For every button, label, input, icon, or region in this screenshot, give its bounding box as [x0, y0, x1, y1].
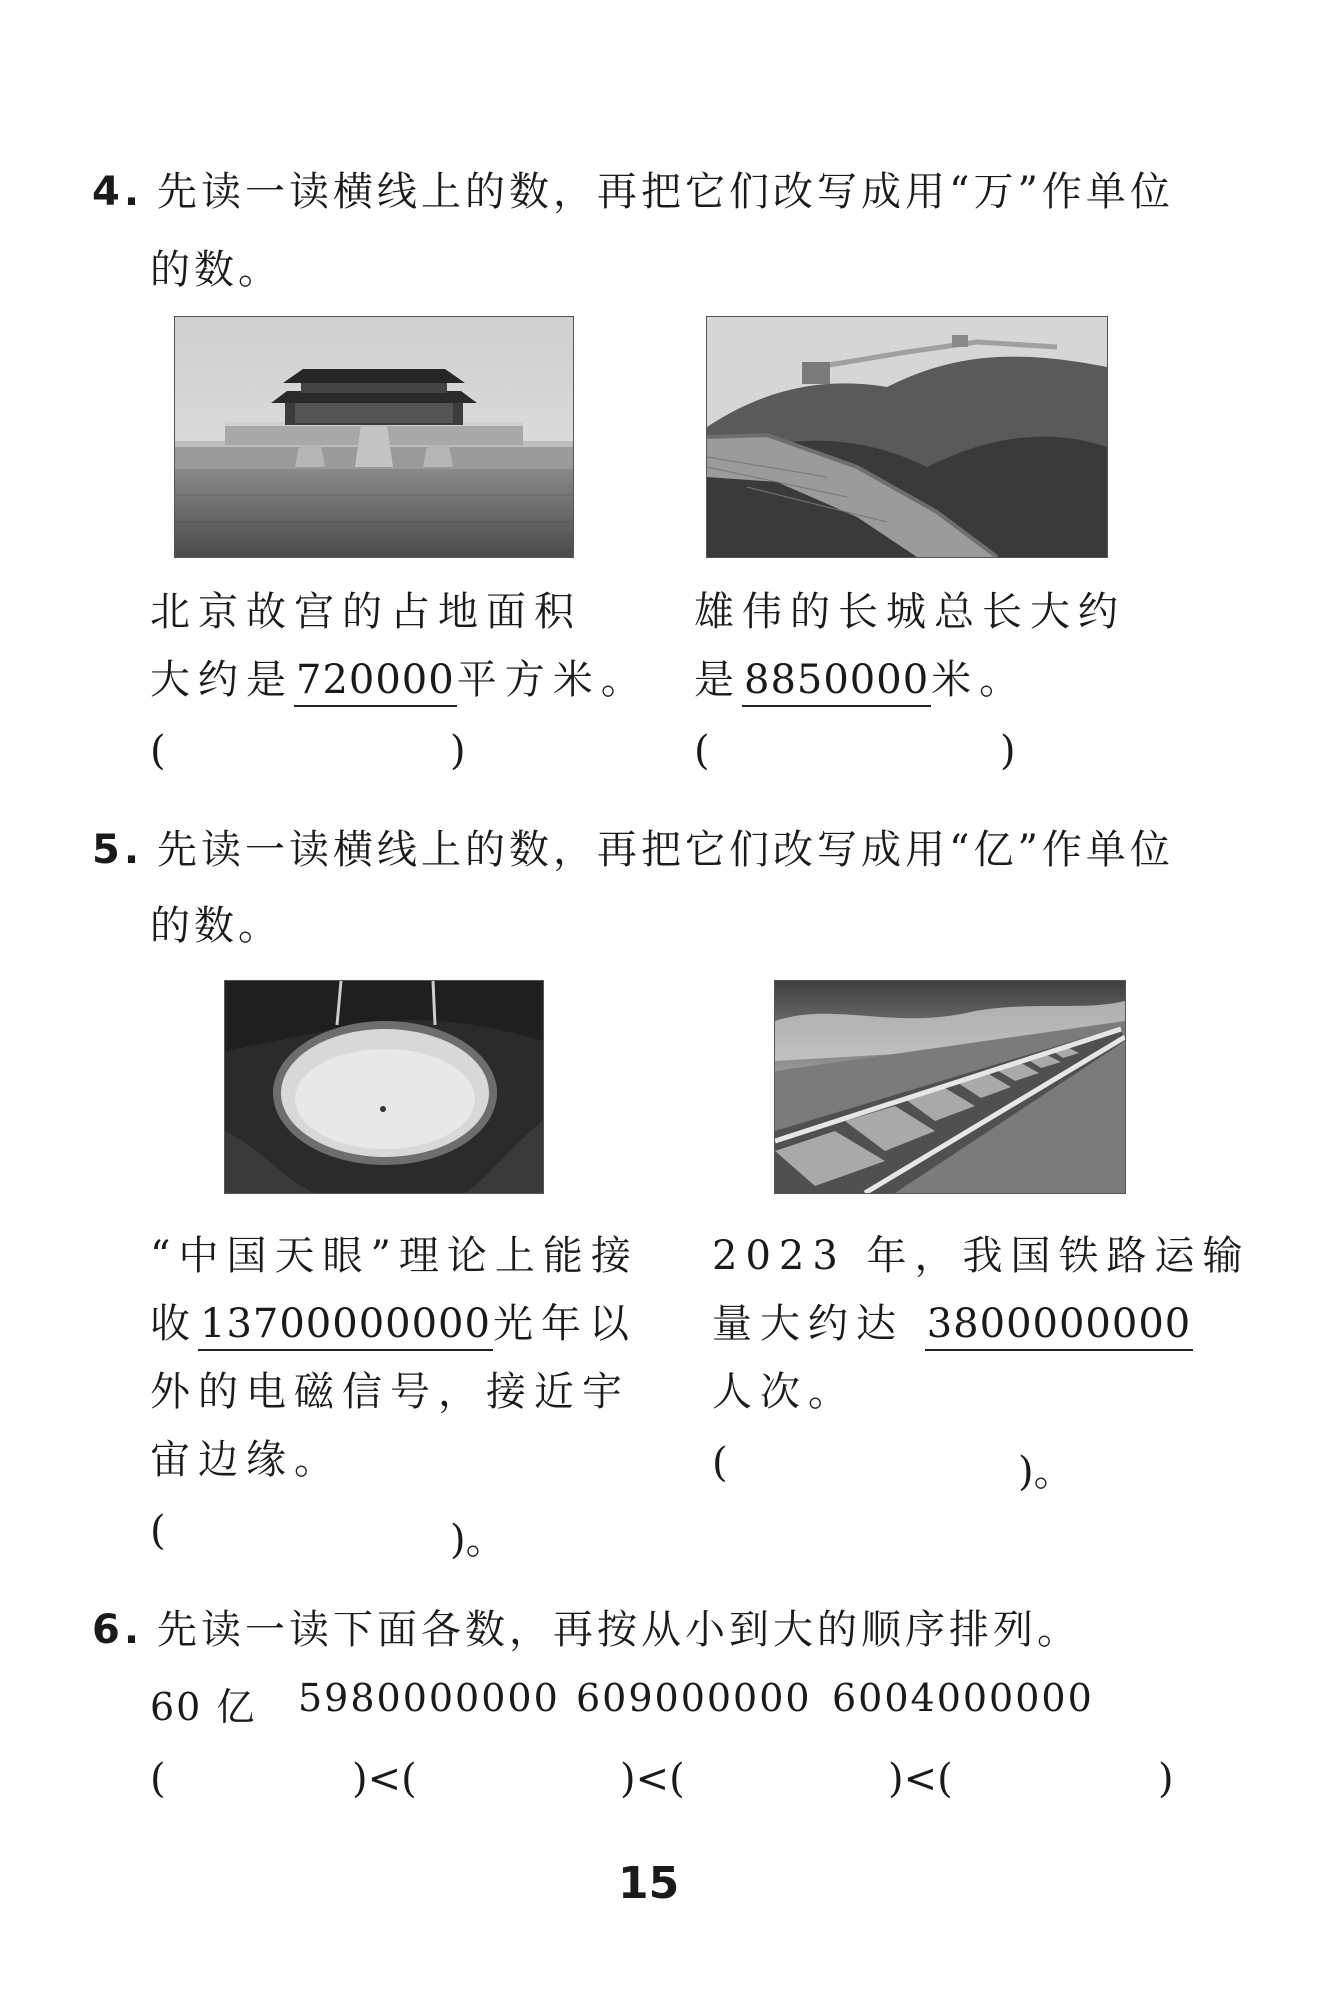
q4-right-paren-close: ) [1000, 728, 1016, 774]
q4-right-caption-prefix: 是 [694, 657, 742, 703]
q6-blank-sep-3: )<( [888, 1756, 953, 1802]
q5-right-caption-line3: 人次。 [712, 1369, 856, 1415]
q4-left-paren-open: ( [150, 728, 166, 774]
forbidden-city-image [175, 317, 573, 557]
great-wall-photo [706, 316, 1108, 558]
q4-left-paren-close: ) [450, 728, 466, 774]
railway-image [775, 981, 1125, 1193]
forbidden-city-photo [174, 316, 574, 558]
q5-right-caption-prefix: 量大约达 [712, 1301, 904, 1347]
q4-instruction: 先读一读横线上的数，再把它们改写成用“万”作单位 [157, 169, 1174, 215]
fast-telescope-image [225, 981, 543, 1193]
q5-left-caption-line4: 宙边缘。 [150, 1437, 342, 1483]
q5-right-paren-close: )。 [1018, 1449, 1074, 1495]
q6-line1 [92, 1598, 1081, 1655]
q5-left-caption-line3: 外的电磁信号，接近宇 [150, 1369, 630, 1415]
q5-left-paren-close: )。 [450, 1517, 506, 1563]
q5-right-caption-line1: 2023 年，我国铁路运输 [712, 1233, 1251, 1279]
q6-number: 6. [92, 1607, 144, 1653]
q4-left-caption-prefix: 大约是 [150, 657, 294, 703]
q4-left-underlined-number: 720000 [294, 657, 457, 707]
q4-line1 [92, 160, 1174, 217]
q5-right-paren-open: ( [712, 1440, 728, 1486]
q6-blank-open: ( [150, 1756, 166, 1802]
q5-number: 5. [92, 827, 144, 873]
q4-right-caption-suffix: 米。 [931, 657, 1028, 703]
q5-right-underlined-number: 3800000000 [925, 1301, 1194, 1351]
q4-right-caption-line2 [694, 657, 1028, 703]
q6-number-1: 60 亿 [150, 1685, 257, 1729]
q4-line2: 的数。 [150, 247, 282, 293]
q5-line2: 的数。 [150, 903, 282, 949]
q5-left-caption-line2 [150, 1301, 637, 1347]
q5-left-caption-line1: “中国天眼”理论上能接 [150, 1233, 639, 1279]
railway-photo [774, 980, 1126, 1194]
q4-right-caption-line1: 雄伟的长城总长大约 [694, 589, 1126, 635]
q4-right-paren-open: ( [694, 728, 710, 774]
q5-left-caption-suffix: 光年以 [492, 1301, 637, 1347]
q4-number: 4. [92, 169, 144, 215]
q6-blank-sep-1: )<( [352, 1756, 417, 1802]
q4-left-caption-line2 [150, 657, 649, 703]
fast-telescope-photo [224, 980, 544, 1194]
q5-instruction: 先读一读横线上的数，再把它们改写成用“亿”作单位 [157, 827, 1174, 873]
q5-right-caption-line2 [712, 1301, 1193, 1347]
q4-right-underlined-number: 8850000 [742, 657, 931, 707]
q6-number-3: 609000000 [576, 1676, 812, 1720]
great-wall-image [707, 317, 1107, 557]
q6-instruction: 先读一读下面各数，再按从小到大的顺序排列。 [157, 1607, 1082, 1653]
q5-line1 [92, 818, 1174, 875]
q6-number-4: 6004000000 [832, 1676, 1094, 1720]
q4-left-caption-line1: 北京故宫的占地面积 [150, 589, 582, 635]
q5-left-underlined-number: 13700000000 [198, 1301, 493, 1351]
page-number: 15 [618, 1858, 680, 1909]
q5-left-paren-open: ( [150, 1508, 166, 1554]
q6-number-2: 5980000000 [298, 1676, 560, 1720]
q6-blank-close: ) [1158, 1756, 1174, 1802]
q4-left-caption-suffix: 平方米。 [456, 657, 649, 703]
q6-blank-sep-2: )<( [620, 1756, 685, 1802]
q5-left-caption-prefix: 收 [150, 1301, 198, 1347]
